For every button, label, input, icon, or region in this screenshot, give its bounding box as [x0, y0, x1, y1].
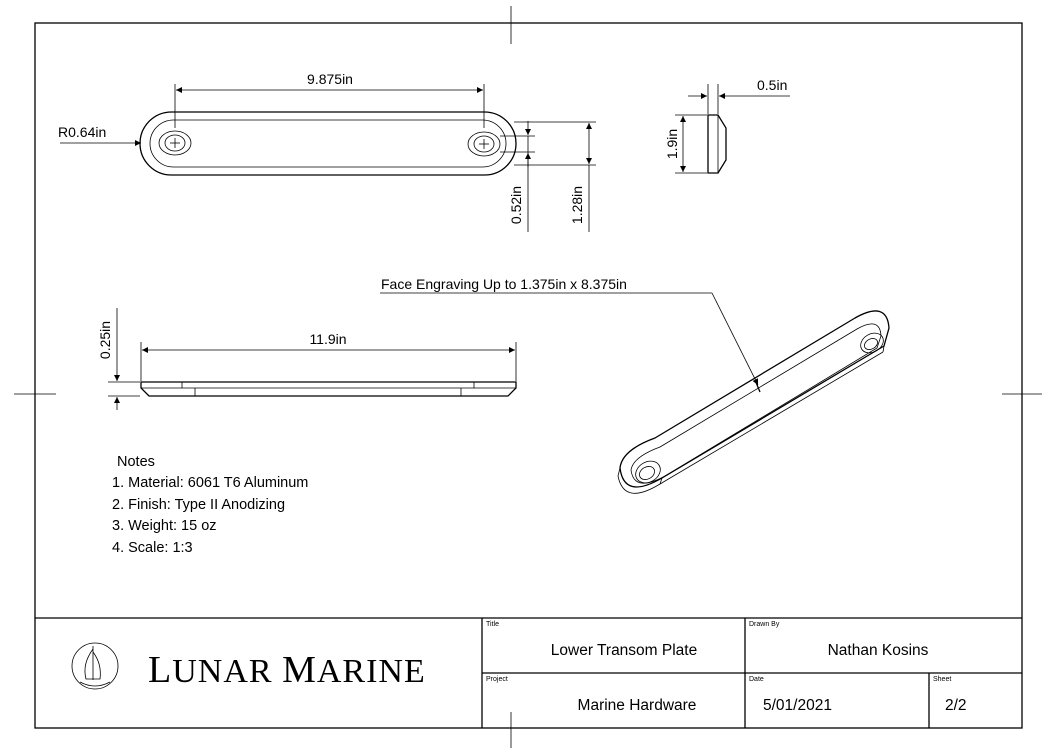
hole-span-label: 0.52in: [508, 185, 524, 225]
overall-length-label: 11.9in: [309, 331, 347, 347]
dim-end-radius: [58, 124, 141, 143]
plate-width-label: 1.28in: [569, 185, 585, 225]
date-label: Date: [749, 676, 764, 683]
note-item: 4. Scale: 1:3: [112, 540, 193, 556]
title-block: [35, 618, 1022, 728]
notes-block: [112, 454, 308, 556]
sheet-label: Sheet: [933, 676, 952, 683]
dim-plate-width: [514, 122, 596, 232]
note-item: 1. Material: 6061 T6 Aluminum: [112, 475, 309, 491]
date-value: 5/01/2021: [763, 697, 832, 714]
drawn-by-value: Nathan Kosins: [827, 642, 929, 659]
drawing-title: Lower Transom Plate: [550, 642, 698, 659]
top-length-label: 9.875in: [307, 71, 353, 87]
drawing-border: [14, 6, 1042, 748]
thickness-side-label: 0.5in: [757, 77, 788, 93]
title-label: Title: [486, 621, 499, 628]
end-view: [664, 77, 790, 173]
company-logo: [72, 643, 426, 691]
project-label: Project: [486, 676, 508, 683]
end-radius-label: R0.64in: [58, 124, 107, 140]
isometric-view: [618, 311, 889, 493]
front-view: [97, 308, 516, 410]
note-item: 3. Weight: 15 oz: [112, 518, 217, 534]
drawn-by-label: Drawn By: [749, 621, 780, 628]
side-height-label: 1.9in: [664, 128, 680, 160]
dim-top-length: [175, 71, 484, 128]
top-view: [140, 112, 516, 175]
note-item: 2. Finish: Type II Anodizing: [112, 497, 286, 513]
engraving-callout: [380, 276, 758, 385]
plate-thickness-label: 0.25in: [97, 320, 113, 360]
sailboat-icon: [72, 643, 118, 689]
logo-text: LUNAR MARINE: [148, 649, 426, 691]
engraving-label: Face Engraving Up to 1.375in x 8.375in: [381, 276, 627, 292]
notes-heading: Notes: [117, 454, 155, 470]
sheet-value: 2/2: [945, 697, 967, 714]
project-value: Marine Hardware: [577, 697, 697, 714]
